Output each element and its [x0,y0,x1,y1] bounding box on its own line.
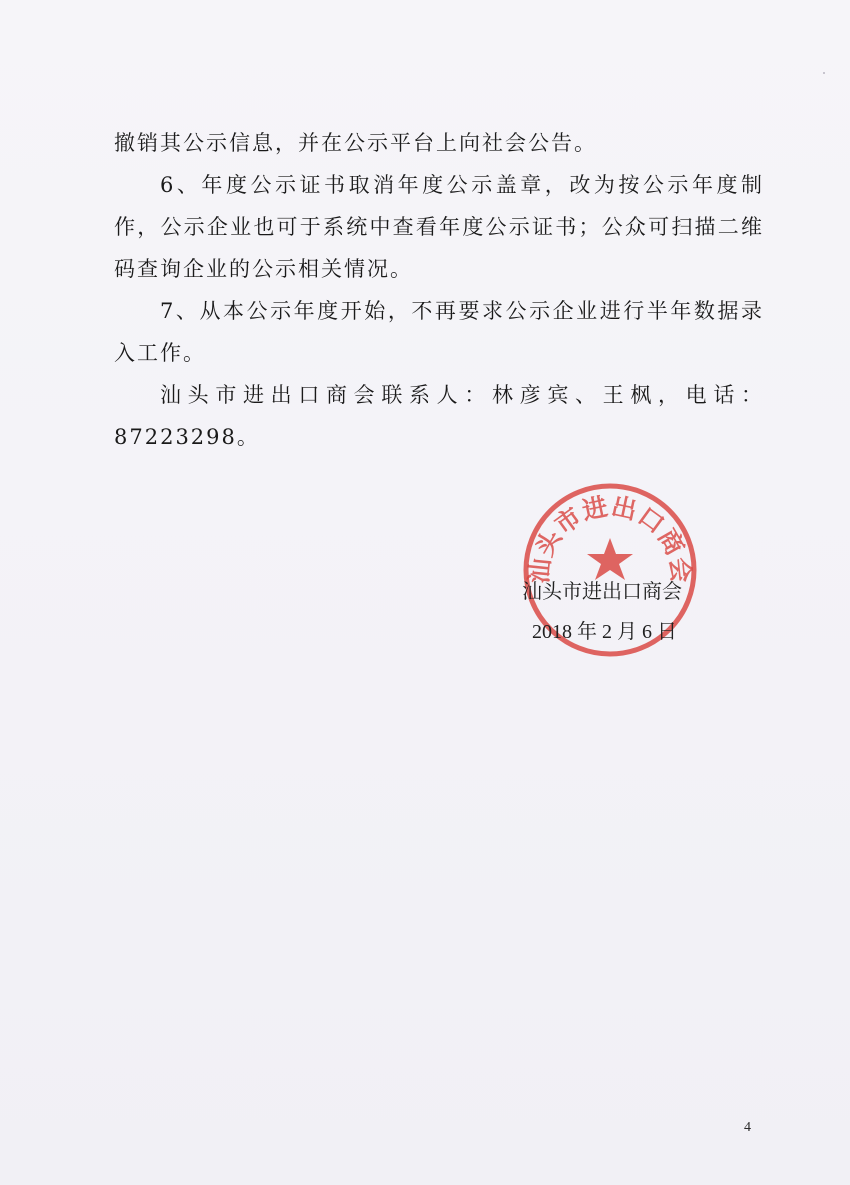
paragraph-item-7: 7、从本公示年度开始，不再要求公示企业进行半年数据录入工作。 [114,299,764,365]
seal-lettering: 汕头市进出口商会 [524,491,696,585]
page-number: 4 [744,1120,751,1135]
signature-organization: 汕头市进出口商会 [522,581,682,603]
scan-speck [823,72,825,74]
signature-block [522,572,722,652]
paragraph-continuation: 撤销其公示信息，并在公示平台上向社会公告。 [114,131,597,155]
paragraph-contact: 汕头市进出口商会联系人：林彦宾、王枫，电话：87223298。 [114,383,764,449]
body-text [114,122,764,458]
paragraph-item-6: 6、年度公示证书取消年度公示盖章，改为按公示年度制作，公示企业也可于系统中查看年度公示证书；公众可扫描二维码查询企业的公示相关情况。 [114,173,764,281]
signature-date: 2018 年 2 月 6 日 [532,621,677,643]
